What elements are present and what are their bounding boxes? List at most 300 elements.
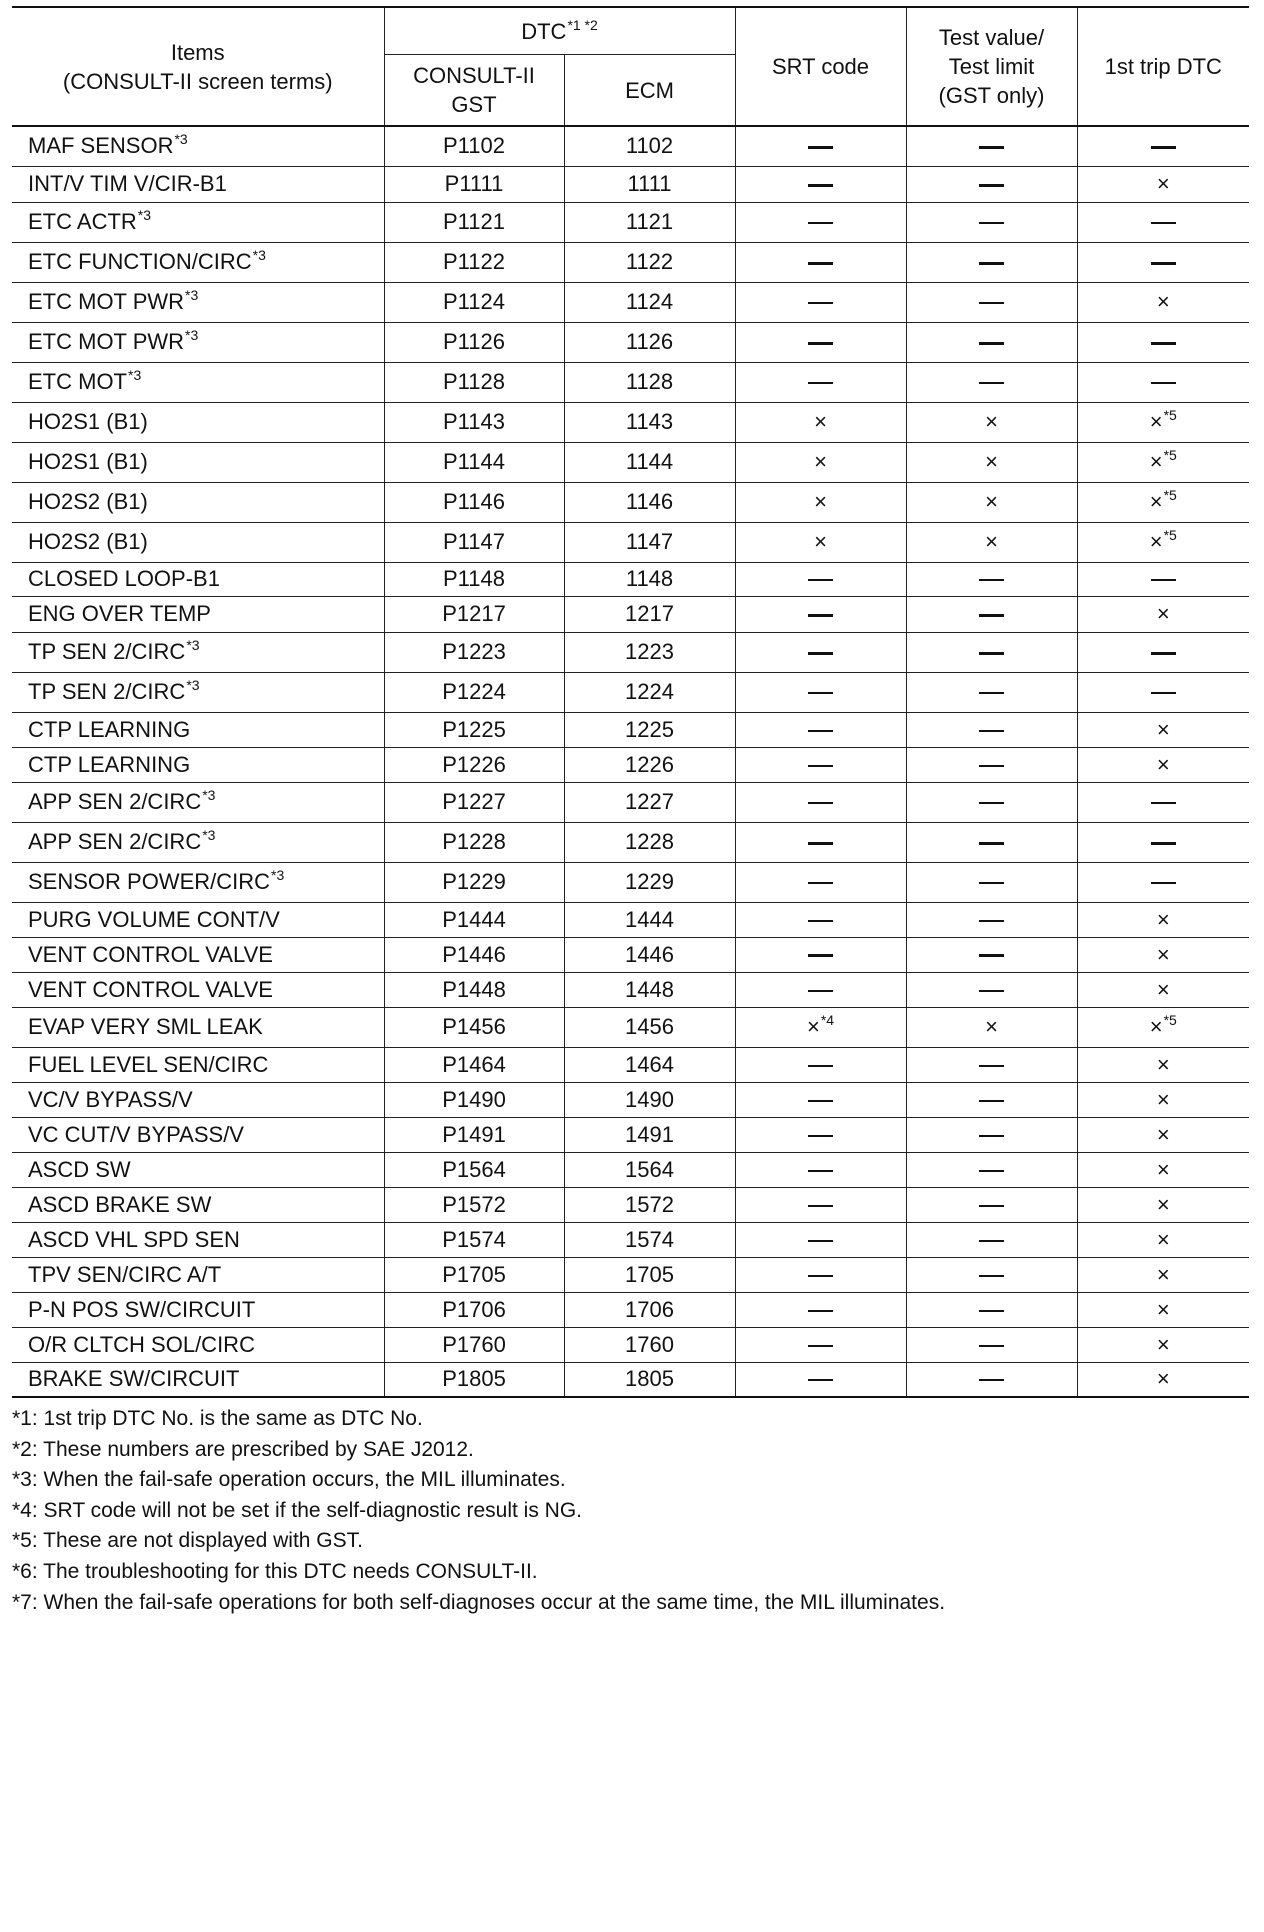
- cell-srt-code: [735, 322, 906, 362]
- cell-1st-trip-dtc: [1077, 632, 1249, 672]
- dash-icon: [979, 765, 1004, 767]
- table-row: [12, 402, 1249, 442]
- table-row: [12, 937, 1249, 972]
- dash-icon: [1151, 222, 1176, 224]
- dash-icon: [979, 802, 1004, 804]
- cell-item: [12, 1362, 384, 1397]
- item-footnote-ref: *3: [185, 327, 199, 343]
- item-name: PURG VOLUME CONT/V: [28, 906, 280, 932]
- table-row: [12, 632, 1249, 672]
- dash-icon: [1151, 146, 1176, 149]
- header-consult-line1: CONSULT-II: [413, 63, 535, 88]
- cell-test-value: [906, 1152, 1077, 1187]
- dash-icon: [808, 1240, 833, 1242]
- cell-ecm: [564, 402, 735, 442]
- cell-srt-code: [735, 596, 906, 632]
- cell-ecm: [564, 562, 735, 596]
- dtc-ecm-code: 1574: [625, 1226, 674, 1252]
- table-row: [12, 166, 1249, 202]
- mark-footnote-ref: *4: [820, 1012, 835, 1028]
- cell-test-value: [906, 282, 1077, 322]
- dash-icon: [808, 262, 833, 265]
- cell-ecm: [564, 442, 735, 482]
- cell-srt-code: [735, 782, 906, 822]
- cross-mark: ×: [1156, 601, 1170, 626]
- table-row: [12, 202, 1249, 242]
- item-name: TPV SEN/CIRC A/T: [28, 1261, 222, 1287]
- table-row: [12, 482, 1249, 522]
- cell-test-value: [906, 632, 1077, 672]
- dtc-ecm-code: 1144: [625, 449, 674, 474]
- cell-srt-code: [735, 202, 906, 242]
- dash-icon: [979, 1240, 1004, 1242]
- dash-icon: [808, 692, 833, 694]
- dash-icon: [979, 579, 1004, 581]
- cell-1st-trip-dtc: [1077, 1257, 1249, 1292]
- table-row: [12, 1362, 1249, 1397]
- dash-icon: [979, 1379, 1004, 1381]
- dash-icon: [979, 1205, 1004, 1207]
- cell-1st-trip-dtc: [1077, 126, 1249, 166]
- cross-mark: ×: [1156, 1121, 1170, 1147]
- cell-test-value: [906, 862, 1077, 902]
- item-name: VC CUT/V BYPASS/V: [28, 1121, 244, 1147]
- item-name: ETC MOT PWR: [28, 329, 185, 354]
- cell-consult-gst: [384, 1292, 564, 1327]
- cell-1st-trip-dtc: [1077, 822, 1249, 862]
- cell-1st-trip-dtc: [1077, 1047, 1249, 1082]
- dtc-gst-code: P1491: [442, 1121, 506, 1147]
- cross-mark: ×: [806, 1014, 820, 1039]
- cell-consult-gst: [384, 1362, 564, 1397]
- cell-srt-code: [735, 1257, 906, 1292]
- table-row: [12, 1007, 1249, 1047]
- table-row: [12, 1152, 1249, 1187]
- item-name: HO2S1 (B1): [28, 409, 148, 434]
- cell-1st-trip-dtc: [1077, 1222, 1249, 1257]
- header-ecm: [564, 55, 735, 127]
- dash-icon: [808, 765, 833, 767]
- dash-icon: [1151, 382, 1176, 384]
- cell-consult-gst: [384, 747, 564, 782]
- table-row: [12, 822, 1249, 862]
- cell-test-value: [906, 402, 1077, 442]
- cell-ecm: [564, 1187, 735, 1222]
- cell-item: [12, 1007, 384, 1047]
- header-consult-gst: [384, 55, 564, 127]
- cell-consult-gst: [384, 937, 564, 972]
- footnote: *1: 1st trip DTC No. is the same as DTC No.: [12, 1407, 423, 1430]
- item-footnote-ref: *3: [202, 827, 216, 843]
- dtc-gst-code: P1225: [442, 716, 506, 742]
- dash-icon: [1151, 692, 1176, 694]
- cell-test-value: [906, 972, 1077, 1007]
- table-row: [12, 902, 1249, 937]
- dash-icon: [808, 1065, 833, 1067]
- cross-mark: ×: [985, 409, 998, 434]
- cell-srt-code: [735, 166, 906, 202]
- cross-mark: ×: [1156, 1051, 1170, 1077]
- footnote: *6: The troubleshooting for this DTC needs CONSULT-II.: [12, 1559, 538, 1583]
- dash-icon: [808, 882, 833, 884]
- dtc-document: [12, 6, 1252, 1618]
- cross-mark: ×: [1149, 489, 1163, 514]
- dtc-ecm-code: 1564: [625, 1156, 674, 1182]
- cross-mark: ×: [814, 409, 827, 434]
- cell-item: [12, 282, 384, 322]
- dash-icon: [979, 842, 1004, 845]
- cell-item: [12, 1082, 384, 1117]
- cell-1st-trip-dtc: [1077, 1152, 1249, 1187]
- item-name: BRAKE SW/CIRCUIT: [28, 1366, 240, 1392]
- table-header: [12, 7, 1249, 126]
- cell-1st-trip-dtc: [1077, 937, 1249, 972]
- cell-consult-gst: [384, 596, 564, 632]
- cell-item: [12, 126, 384, 166]
- item-name: VENT CONTROL VALVE: [28, 976, 273, 1002]
- cell-item: [12, 322, 384, 362]
- cell-ecm: [564, 1222, 735, 1257]
- dtc-gst-code: P1121: [443, 209, 505, 234]
- table-row: [12, 747, 1249, 782]
- item-footnote-ref: *3: [186, 677, 200, 693]
- table-row: [12, 362, 1249, 402]
- dash-icon: [979, 730, 1004, 732]
- cell-test-value: [906, 126, 1077, 166]
- cell-1st-trip-dtc: [1077, 1117, 1249, 1152]
- cell-consult-gst: [384, 482, 564, 522]
- cell-1st-trip-dtc: [1077, 322, 1249, 362]
- cell-1st-trip-dtc: [1077, 1362, 1249, 1397]
- cell-srt-code: [735, 972, 906, 1007]
- cell-consult-gst: [384, 1117, 564, 1152]
- item-name: INT/V TIM V/CIR-B1: [28, 171, 227, 196]
- dtc-gst-code: P1226: [442, 751, 506, 777]
- header-test-line2: Test limit: [948, 54, 1035, 79]
- cross-mark: ×: [1149, 1014, 1163, 1039]
- table-row: [12, 522, 1249, 562]
- item-name: ETC FUNCTION/CIRC: [28, 249, 252, 274]
- cell-item: [12, 822, 384, 862]
- cell-item: [12, 202, 384, 242]
- cell-consult-gst: [384, 166, 564, 202]
- cell-test-value: [906, 1117, 1077, 1152]
- cell-test-value: [906, 937, 1077, 972]
- cell-consult-gst: [384, 862, 564, 902]
- cell-ecm: [564, 202, 735, 242]
- table-row: [12, 862, 1249, 902]
- dtc-gst-code: P1224: [442, 679, 506, 704]
- item-name: FUEL LEVEL SEN/CIRC: [28, 1051, 269, 1077]
- cell-consult-gst: [384, 522, 564, 562]
- cross-mark: ×: [985, 1014, 998, 1039]
- dash-icon: [979, 1310, 1004, 1312]
- dtc-ecm-code: 1490: [625, 1086, 674, 1112]
- dash-icon: [808, 302, 833, 304]
- cross-mark: ×: [1149, 449, 1163, 474]
- cell-ecm: [564, 1327, 735, 1362]
- cell-ecm: [564, 712, 735, 747]
- cell-srt-code: [735, 562, 906, 596]
- cell-item: [12, 1152, 384, 1187]
- dtc-gst-code: P1446: [442, 941, 506, 967]
- cell-item: [12, 747, 384, 782]
- cell-ecm: [564, 1047, 735, 1082]
- cell-srt-code: [735, 1082, 906, 1117]
- cell-srt-code: [735, 1187, 906, 1222]
- cell-srt-code: [735, 402, 906, 442]
- cell-item: [12, 442, 384, 482]
- dash-icon: [979, 262, 1004, 265]
- cross-mark: ×: [1156, 1156, 1170, 1182]
- cell-1st-trip-dtc: [1077, 522, 1249, 562]
- dash-icon: [979, 990, 1004, 992]
- cell-ecm: [564, 322, 735, 362]
- cell-ecm: [564, 126, 735, 166]
- cell-srt-code: [735, 1047, 906, 1082]
- cell-srt-code: [735, 822, 906, 862]
- dash-icon: [1151, 652, 1176, 655]
- cell-consult-gst: [384, 442, 564, 482]
- item-name: CTP LEARNING: [28, 716, 191, 742]
- cell-ecm: [564, 1257, 735, 1292]
- cell-ecm: [564, 1362, 735, 1397]
- dash-icon: [1151, 882, 1176, 884]
- dtc-ecm-code: 1572: [625, 1191, 674, 1217]
- cross-mark: ×: [1149, 409, 1163, 434]
- cell-test-value: [906, 747, 1077, 782]
- cell-srt-code: [735, 1327, 906, 1362]
- cell-item: [12, 1117, 384, 1152]
- dash-icon: [808, 954, 833, 957]
- dtc-ecm-code: 1705: [625, 1261, 674, 1287]
- dtc-gst-code: P1126: [443, 329, 505, 354]
- footnote: *5: These are not displayed with GST.: [12, 1529, 363, 1553]
- dash-icon: [808, 222, 833, 224]
- cell-consult-gst: [384, 712, 564, 747]
- cell-ecm: [564, 522, 735, 562]
- item-name: VC/V BYPASS/V: [28, 1086, 193, 1112]
- table-body: [12, 126, 1249, 1397]
- dash-icon: [979, 302, 1004, 304]
- cell-item: [12, 1257, 384, 1292]
- cell-srt-code: [735, 522, 906, 562]
- cell-srt-code: [735, 1292, 906, 1327]
- dtc-ecm-code: 1128: [625, 369, 674, 394]
- table-row: [12, 782, 1249, 822]
- cell-ecm: [564, 282, 735, 322]
- dtc-gst-code: P1444: [442, 906, 506, 932]
- cell-1st-trip-dtc: [1077, 1187, 1249, 1222]
- cell-test-value: [906, 482, 1077, 522]
- item-name: APP SEN 2/CIRC: [28, 829, 202, 854]
- dash-icon: [1151, 842, 1176, 845]
- cross-mark: ×: [1156, 1226, 1170, 1252]
- table-row: [12, 1292, 1249, 1327]
- cell-ecm: [564, 1117, 735, 1152]
- dtc-ecm-code: 1102: [625, 133, 674, 159]
- cell-srt-code: [735, 242, 906, 282]
- item-name: HO2S2 (B1): [28, 529, 148, 554]
- dtc-ecm-code: 1225: [625, 716, 674, 742]
- cell-item: [12, 972, 384, 1007]
- item-name: VENT CONTROL VALVE: [28, 941, 273, 967]
- cell-test-value: [906, 202, 1077, 242]
- mark-footnote-ref: *5: [1163, 407, 1177, 423]
- cell-item: [12, 402, 384, 442]
- dtc-gst-code: P1706: [442, 1296, 506, 1322]
- cell-ecm: [564, 1152, 735, 1187]
- dtc-ecm-code: 1456: [625, 1014, 674, 1039]
- dash-icon: [808, 146, 833, 149]
- cell-consult-gst: [384, 126, 564, 166]
- dash-icon: [808, 802, 833, 804]
- cell-consult-gst: [384, 782, 564, 822]
- item-name: ETC MOT PWR: [28, 289, 185, 314]
- cell-1st-trip-dtc: [1077, 202, 1249, 242]
- dash-icon: [808, 1170, 833, 1172]
- dash-icon: [1151, 262, 1176, 265]
- cell-test-value: [906, 1007, 1077, 1047]
- dash-icon: [979, 692, 1004, 694]
- table-row: [12, 596, 1249, 632]
- cross-mark: ×: [1149, 529, 1163, 554]
- cell-test-value: [906, 166, 1077, 202]
- cell-item: [12, 362, 384, 402]
- dash-icon: [979, 222, 1004, 224]
- cross-mark: ×: [1156, 1366, 1170, 1392]
- item-name: CTP LEARNING: [28, 751, 191, 777]
- cell-1st-trip-dtc: [1077, 596, 1249, 632]
- cross-mark: ×: [1156, 751, 1170, 777]
- dtc-gst-code: P1760: [442, 1331, 506, 1357]
- dtc-gst-code: P1111: [444, 171, 504, 196]
- dtc-gst-code: P1805: [442, 1366, 506, 1392]
- header-dtc-footnote-ref: *1 *2: [567, 16, 598, 33]
- item-footnote-ref: *3: [271, 867, 285, 883]
- cell-1st-trip-dtc: [1077, 1292, 1249, 1327]
- header-test-value: [906, 7, 1077, 126]
- dtc-gst-code: P1490: [442, 1086, 506, 1112]
- cell-1st-trip-dtc: [1077, 482, 1249, 522]
- cell-1st-trip-dtc: [1077, 362, 1249, 402]
- dash-icon: [979, 1170, 1004, 1172]
- table-row: [12, 1117, 1249, 1152]
- dtc-gst-code: P1448: [442, 976, 506, 1002]
- cell-1st-trip-dtc: [1077, 672, 1249, 712]
- cell-ecm: [564, 1082, 735, 1117]
- header-consult-line2: GST: [451, 92, 497, 117]
- cross-mark: ×: [1156, 1086, 1170, 1112]
- footnote: *7: When the fail-safe operations for both self-diagnoses occur at the same time, the MIL illuminates.: [12, 1590, 946, 1614]
- table-row: [12, 126, 1249, 166]
- dash-icon: [1151, 802, 1176, 804]
- cell-srt-code: [735, 442, 906, 482]
- cell-ecm: [564, 166, 735, 202]
- dtc-ecm-code: 1122: [625, 249, 674, 274]
- dash-icon: [1151, 579, 1176, 581]
- cell-srt-code: [735, 362, 906, 402]
- header-srt-label: SRT code: [772, 54, 870, 79]
- cell-item: [12, 902, 384, 937]
- cell-consult-gst: [384, 1082, 564, 1117]
- item-footnote-ref: *3: [174, 131, 188, 148]
- item-footnote-ref: *3: [185, 287, 199, 303]
- cell-srt-code: [735, 712, 906, 747]
- cell-consult-gst: [384, 972, 564, 1007]
- cell-srt-code: [735, 902, 906, 937]
- cell-srt-code: [735, 632, 906, 672]
- mark-footnote-ref: *5: [1163, 527, 1177, 543]
- dash-icon: [979, 1135, 1004, 1137]
- cell-test-value: [906, 1327, 1077, 1362]
- cell-ecm: [564, 596, 735, 632]
- item-name: ASCD SW: [28, 1156, 131, 1182]
- cell-srt-code: [735, 482, 906, 522]
- cell-consult-gst: [384, 242, 564, 282]
- dash-icon: [808, 184, 833, 187]
- cross-mark: ×: [985, 449, 998, 474]
- dtc-ecm-code: 1448: [625, 976, 674, 1002]
- cross-mark: ×: [814, 529, 827, 554]
- dtc-gst-code: P1144: [443, 449, 505, 474]
- cell-test-value: [906, 562, 1077, 596]
- cell-item: [12, 166, 384, 202]
- dtc-gst-code: P1102: [443, 133, 505, 159]
- dtc-ecm-code: 1760: [625, 1331, 674, 1357]
- dtc-ecm-code: 1464: [625, 1051, 674, 1077]
- cell-item: [12, 937, 384, 972]
- cell-ecm: [564, 362, 735, 402]
- header-dtc: [384, 7, 735, 55]
- dtc-gst-code: P1456: [442, 1014, 506, 1039]
- item-name: ASCD BRAKE SW: [28, 1191, 212, 1217]
- dash-icon: [1151, 342, 1176, 345]
- table-row: [12, 1257, 1249, 1292]
- dash-icon: [808, 1205, 833, 1207]
- cell-1st-trip-dtc: [1077, 747, 1249, 782]
- table-row: [12, 712, 1249, 747]
- dtc-ecm-code: 1147: [625, 529, 674, 554]
- cell-1st-trip-dtc: [1077, 442, 1249, 482]
- cell-ecm: [564, 747, 735, 782]
- cell-1st-trip-dtc: [1077, 862, 1249, 902]
- item-name: MAF SENSOR: [28, 133, 174, 159]
- cell-test-value: [906, 1362, 1077, 1397]
- dash-icon: [808, 842, 833, 845]
- item-name: ETC ACTR: [28, 209, 137, 234]
- footnote: *3: When the fail-safe operation occurs, the MIL illuminates.: [12, 1468, 566, 1492]
- dtc-gst-code: P1217: [442, 601, 506, 626]
- item-footnote-ref: *3: [252, 247, 266, 263]
- item-footnote-ref: *3: [128, 367, 142, 383]
- dtc-ecm-code: 1148: [625, 566, 674, 591]
- cell-srt-code: [735, 1117, 906, 1152]
- cell-srt-code: [735, 282, 906, 322]
- cell-srt-code: [735, 1362, 906, 1397]
- table-row: [12, 1187, 1249, 1222]
- item-name: SENSOR POWER/CIRC: [28, 869, 271, 894]
- cell-consult-gst: [384, 362, 564, 402]
- cell-srt-code: [735, 1152, 906, 1187]
- cell-item: [12, 522, 384, 562]
- dtc-gst-code: P1464: [442, 1051, 506, 1077]
- cross-mark: ×: [985, 529, 998, 554]
- cell-consult-gst: [384, 632, 564, 672]
- cell-test-value: [906, 442, 1077, 482]
- footnote: *2: These numbers are prescribed by SAE J2012.: [12, 1437, 474, 1461]
- cell-1st-trip-dtc: [1077, 902, 1249, 937]
